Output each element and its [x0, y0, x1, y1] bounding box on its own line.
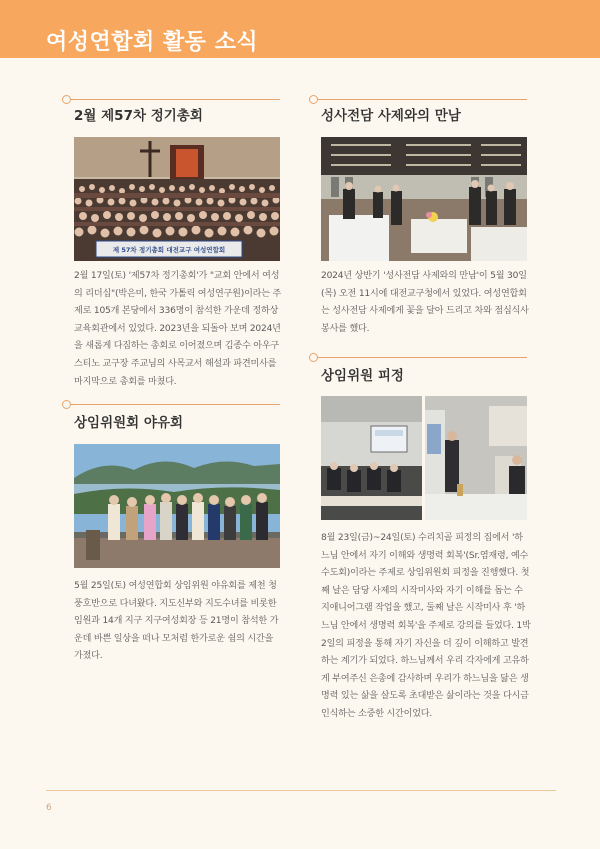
section-marker: [62, 95, 71, 104]
retreat-image-right: [425, 396, 527, 520]
section-paragraph: 5월 25일(토) 여성연합회 상임위원 야유회를 제천 청풍호반으로 다녀왔다. 지도신부와 지도수녀를 비롯한 임원과 14개 지구 지구여성회장 등 21명이 참석한 가운데 바쁜 일상을 떠나 모처럼 한가로운 쉼의 시간을 가졌다.: [74, 581, 279, 662]
priests-meeting-image: [321, 137, 527, 261]
outing-image: [74, 444, 280, 568]
outing-photo: [74, 444, 280, 568]
general-meeting-image: [74, 137, 280, 261]
section-marker: [309, 95, 318, 104]
section-divider: [313, 357, 527, 358]
section-paragraph: 2024년 상반기 '성사전담 사제와의 만남'이 5월 30일(목) 오전 11시에 대전교구청에서 있었다. 여성연합회는 성사전담 사제에게 꽃을 달아 드리고 차와 점심식사 봉사를 했다.: [321, 271, 529, 334]
section-paragraph: 8월 23일(금)~24일(토) 수리치골 피정의 집에서 '하느님 안에서 자기 이해와 생명력 회복'(Sr.염재령, 예수수도회)이라는 주제로 상임위원회 피정을 진행했다. 첫째 날은 담당 사제의 시작미사와 자기 이해를 돕는 수지애니어그램 작업을 했고, 둘째 날은 시작미사 후 '하느님 안에서 생명력 회복'을 주제로 강의를 들었다. 1박 2일의 피정을 통해 자기 자신을 더 깊이 이해하고 발견하는 계기가 되었다. 하느님께서 우리 각자에게 고유하게 부여주신 은총에 감사하며 우리가 하느님을 닮은 생명력 있는 삶을 살도록 초대받은 삶이라는 것을 다시금 인식하는 소중한 시간이었다.: [321, 533, 531, 719]
banner-text: 제 57차 정기총회 대전교구 여성연합회: [112, 246, 226, 254]
section-title: 상임위원회 야유회: [74, 415, 184, 431]
section-divider: [66, 404, 280, 405]
section-divider: [313, 99, 527, 100]
priests-meeting-photo: [321, 137, 527, 261]
section-title: 상임위원 피정: [321, 368, 404, 384]
retreat-image-left: [321, 396, 422, 520]
general-meeting-photo: [74, 137, 280, 261]
section-title: 2월 제57차 정기총회: [74, 108, 203, 124]
retreat-photo-right: [425, 396, 527, 520]
section-marker: [62, 400, 71, 409]
page-title: 여성연합회 활동 소식: [46, 30, 259, 55]
page-number: 6: [46, 803, 52, 813]
header-bar: [0, 0, 600, 58]
section-marker: [309, 353, 318, 362]
retreat-photo-left: [321, 396, 422, 520]
section-divider: [66, 99, 280, 100]
section-title: 성사전담 사제와의 만남: [321, 108, 461, 124]
footer-divider: [46, 790, 556, 791]
section-paragraph: 2월 17일(토) '제57차 정기총회'가 "교회 안에서 여성의 리더십"(박은미, 한국 가톨릭 여성연구원)이라는 주제로 105개 본당에서 336명이 참석한 가운데 정하상 교육회관에서 있었다. 2023년을 되돌아 보며 2024년을 새롭게 다짐하는 총회로 이어졌으며 김종수 아우구스티노 교구장 주교님의 사목교서 해설과 파견미사를 마지막으로 총회를 마쳤다.: [74, 271, 282, 387]
